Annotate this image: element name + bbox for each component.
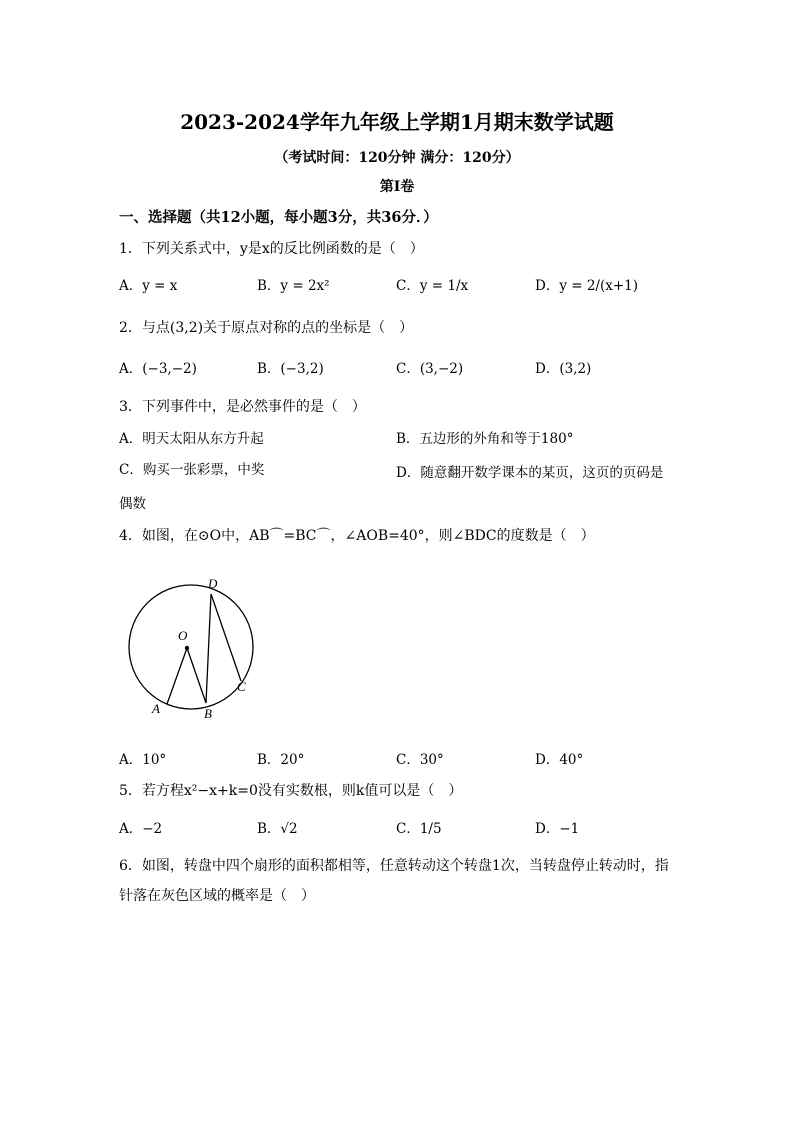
q3-option-a: A．明天太阳从东方升起 <box>119 431 264 447</box>
q1-option-a: A．y = x <box>119 278 178 294</box>
segment-db <box>206 594 211 703</box>
q5-option-d: D．−1 <box>535 821 580 837</box>
segment-dc <box>211 594 241 681</box>
label-d: D <box>208 576 218 591</box>
question-5-stem: 5．若方程x²−x+k=0没有实数根，则k值可以是（ ） <box>119 783 463 799</box>
center-point <box>185 646 189 650</box>
q4-option-b: B．20° <box>257 752 305 768</box>
q2-option-b: B．(−3,2) <box>257 361 324 377</box>
circle-o <box>129 585 253 709</box>
question-3-stem: 3．下列事件中，是必然事件的是（ ） <box>119 399 366 415</box>
question-1-stem: 1．下列关系式中，y是x的反比例函数的是（ ） <box>119 241 424 257</box>
section-heading: 一、选择题（共12小题，每小题3分，共36分．） <box>119 209 438 226</box>
label-c: C <box>237 679 246 694</box>
q1-option-b: B．y = 2x² <box>257 278 330 294</box>
q5-option-b: B．√2 <box>257 821 298 837</box>
label-b: B <box>204 706 212 721</box>
q3-option-c: C．购买一张彩票，中奖 <box>119 462 265 478</box>
segment-ob <box>187 648 206 703</box>
question-2-stem: 2．与点(3,2)关于原点对称的点的坐标是（ ） <box>119 320 414 336</box>
question-6-stem-line2: 针落在灰色区域的概率是（ ） <box>119 888 315 904</box>
label-o: O <box>178 628 188 643</box>
q2-option-c: C．(3,−2) <box>396 361 464 377</box>
label-a: A <box>152 701 160 716</box>
q3-option-b: B．五边形的外角和等于180° <box>396 431 574 447</box>
question-4-stem: 4．如图，在⊙O中，AB⌒=BC⌒，∠AOB=40°，则∠BDC的度数是（ ） <box>119 528 595 544</box>
volume-label: 第Ⅰ卷 <box>379 179 415 195</box>
q5-option-c: C．1/5 <box>396 821 442 837</box>
q2-option-a: A．(−3,−2) <box>119 361 197 377</box>
q4-option-c: C．30° <box>396 752 444 768</box>
q3-option-d: D．随意翻开数学课本的某页，这页的页码是偶数 <box>119 465 664 512</box>
q1-option-d: D．y = 2/(x+1) <box>535 278 639 294</box>
q5-option-a: A．−2 <box>119 821 163 837</box>
circle-figure <box>120 570 270 722</box>
exam-info: （考试时间：120分钟 满分：120分） <box>274 150 520 166</box>
q4-option-d: D．40° <box>535 752 584 768</box>
q4-option-a: A．10° <box>119 752 167 768</box>
segment-oa <box>167 648 187 704</box>
question-6-stem-line1: 6．如图，转盘中四个扇形的面积都相等，任意转动这个转盘1次，当转盘停止转动时，指 <box>119 858 669 874</box>
q1-option-c: C．y = 1/x <box>396 278 469 294</box>
q2-option-d: D．(3,2) <box>535 361 592 377</box>
page-title: 2023-2024学年九年级上学期1月期末数学试题 <box>180 110 614 134</box>
